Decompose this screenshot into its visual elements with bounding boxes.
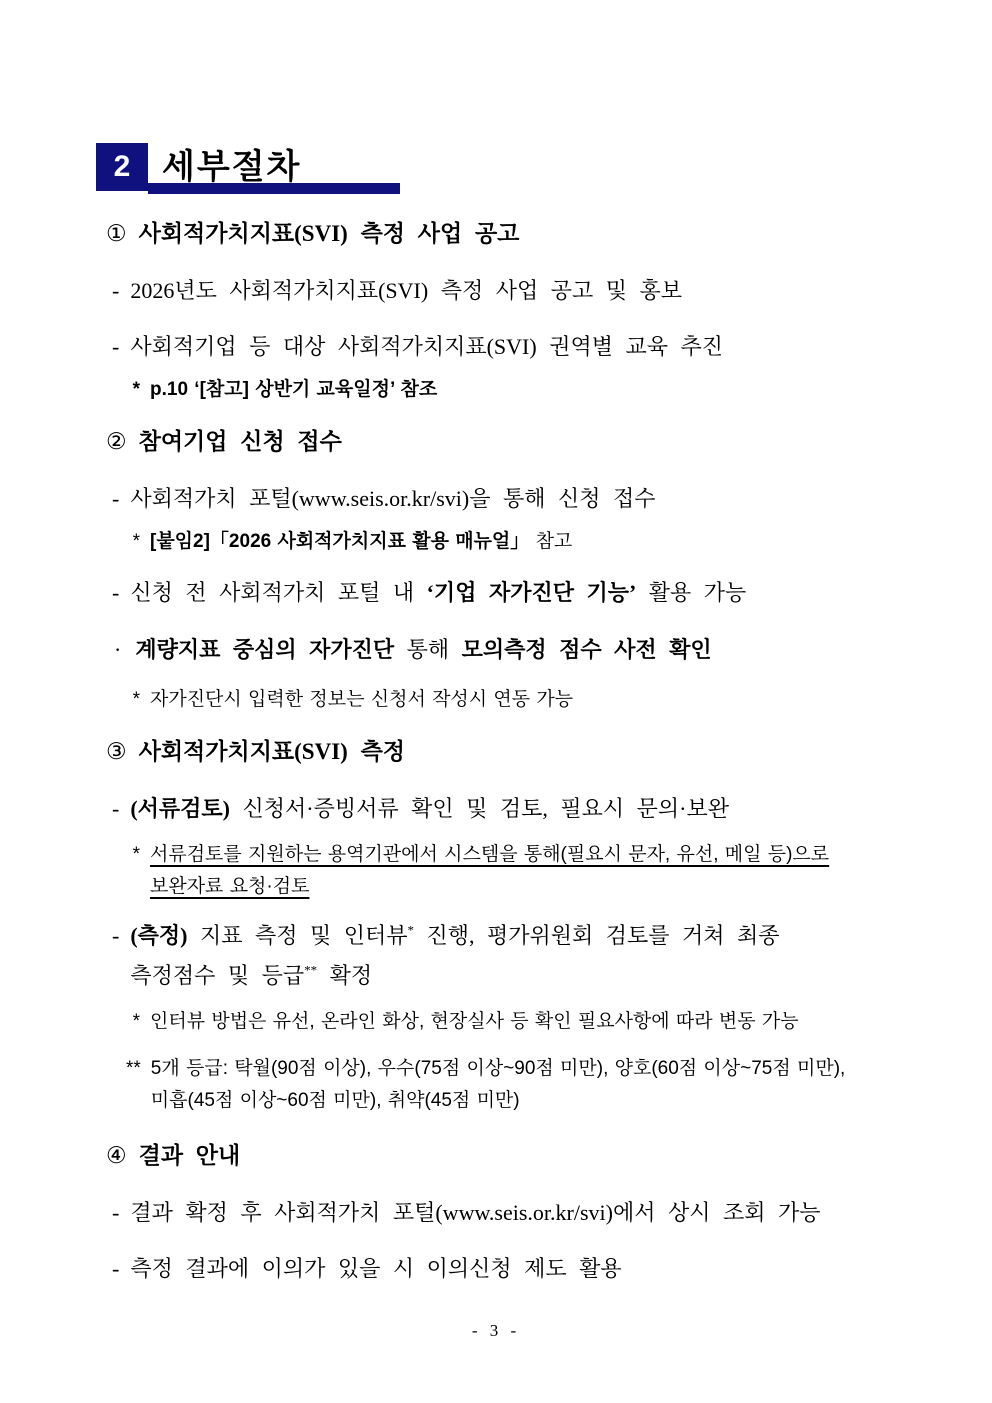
list-item xyxy=(112,795,904,823)
text-segment: 진행, 평가위원회 검토를 거쳐 최종 xyxy=(414,923,780,948)
line-2: 미흡(45점 이상~60점 미만), 취약(45점 미만) xyxy=(150,1090,520,1111)
bold-segment: 계량지표 중심의 자가진단 xyxy=(135,637,395,662)
list-item-text: 결과 확정 후 사회적가치 포털(www.seis.or.kr/svi)에서 상시 조회 가능 xyxy=(130,1200,821,1225)
line-2 xyxy=(130,961,904,991)
heading-announcement xyxy=(106,219,904,249)
dash-marker: - xyxy=(112,796,120,821)
bold-segment: (서류검토) xyxy=(130,796,230,821)
heading-text: 참여기업 신청 접수 xyxy=(138,429,342,454)
double-asterisk-marker: ** xyxy=(126,1058,141,1079)
superscript-asterisk: * xyxy=(407,922,415,938)
list-item-text: 측정 결과에 이의가 있을 시 이의신청 제도 활용 xyxy=(130,1256,622,1281)
line-1 xyxy=(130,921,904,951)
list-item-text xyxy=(130,795,904,823)
section-number: 2 xyxy=(113,150,131,183)
footnote-grades xyxy=(126,1053,904,1117)
sub-bullet-item xyxy=(114,635,904,665)
dash-marker: - xyxy=(112,580,120,605)
list-item-text: 사회적가치 포털(www.seis.or.kr/svi)을 통해 신청 접수 xyxy=(130,486,656,511)
list-item xyxy=(112,921,904,991)
underlined-line: 서류검토를 지원하는 용역기관에서 시스템을 통해(필요시 문자, 유선, 메일 등)으로 xyxy=(150,844,830,865)
list-item xyxy=(112,485,904,513)
section-number-box xyxy=(96,143,148,191)
footnote-underlined xyxy=(126,839,904,903)
list-item-text xyxy=(130,579,904,607)
footnote-text: 인터뷰 방법은 유선, 온라인 화상, 현장실사 등 확인 필요사항에 따라 변동 가능 xyxy=(150,1011,799,1032)
asterisk-marker: * xyxy=(132,1011,140,1032)
footnote-text: 자가진단시 입력한 정보는 신청서 작성시 연동 가능 xyxy=(150,689,574,710)
underlined-line: 보완자료 요청·검토 xyxy=(150,876,310,897)
footnote-text xyxy=(150,839,904,903)
page-number: - 3 - xyxy=(471,1321,521,1340)
line-1: 5개 등급: 탁월(90점 이상), 우수(75점 이상~90점 미만), 양호(60점 이상~75점 미만), xyxy=(150,1058,846,1079)
asterisk-marker: * xyxy=(132,844,140,865)
footnote xyxy=(126,687,904,713)
asterisk-marker: * xyxy=(132,689,140,710)
circled-number-1: ① xyxy=(106,221,127,246)
asterisk-marker: * xyxy=(132,379,140,400)
section-title: 세부절차 xyxy=(162,148,302,186)
dash-marker: - xyxy=(112,486,120,511)
heading-application xyxy=(106,427,904,457)
footnote xyxy=(126,529,904,555)
heading-text: 사회적가치지표(SVI) 측정 사업 공고 xyxy=(138,221,520,246)
footnote-bold-part: [붙임2]「2026 사회적가치지표 활용 매뉴얼」 xyxy=(150,531,530,552)
text-segment: 확정 xyxy=(317,963,373,988)
circled-number-4: ④ xyxy=(106,1143,127,1168)
list-item xyxy=(112,1255,904,1283)
list-item-text: 사회적기업 등 대상 사회적가치지표(SVI) 권역별 교육 추진 xyxy=(130,334,723,359)
list-item-text: 2026년도 사회적가치지표(SVI) 측정 사업 공고 및 홍보 xyxy=(130,278,682,303)
list-item xyxy=(112,579,904,607)
dash-marker: - xyxy=(112,1256,120,1281)
heading-text: 사회적가치지표(SVI) 측정 xyxy=(138,739,406,764)
list-item xyxy=(112,1199,904,1227)
list-item-text xyxy=(130,921,904,991)
dash-marker: - xyxy=(112,923,120,948)
bullet-text xyxy=(135,635,904,665)
footnote xyxy=(126,1009,904,1035)
footnote-text: p.10 ‘[참고] 상반기 교육일정’ 참조 xyxy=(150,379,438,400)
footnote-text xyxy=(150,529,904,555)
text-segment: 신청서·증빙서류 확인 및 검토, 필요시 문의·보완 xyxy=(230,796,729,821)
bold-segment: (측정) xyxy=(130,923,188,948)
footnote-text xyxy=(151,1053,904,1117)
footnote-rest: 참고 xyxy=(529,531,573,552)
list-item xyxy=(112,277,904,305)
dash-marker: - xyxy=(112,278,120,303)
heading-text: 결과 안내 xyxy=(138,1143,241,1168)
text-segment: 활용 가능 xyxy=(636,580,747,605)
circled-number-2: ② xyxy=(106,429,127,454)
asterisk-marker: * xyxy=(132,531,140,552)
list-item xyxy=(112,333,904,361)
bold-segment: ‘기업 자가진단 기능’ xyxy=(426,580,637,605)
superscript-double-asterisk: ** xyxy=(304,962,318,978)
text-segment: 측정점수 및 등급 xyxy=(130,963,305,988)
footnote xyxy=(126,377,904,403)
heading-results xyxy=(106,1141,904,1171)
text-segment: 통해 xyxy=(394,637,462,662)
heading-measurement xyxy=(106,737,904,767)
circled-number-3: ③ xyxy=(106,739,127,764)
section-banner xyxy=(96,143,402,192)
text-segment: 신청 전 사회적가치 포털 내 xyxy=(130,580,427,605)
bold-segment: 모의측정 점수 사전 확인 xyxy=(461,637,712,662)
dot-marker: · xyxy=(114,637,122,662)
dash-marker: - xyxy=(112,1200,120,1225)
dash-marker: - xyxy=(112,334,120,359)
text-segment: 지표 측정 및 인터뷰 xyxy=(187,923,408,948)
